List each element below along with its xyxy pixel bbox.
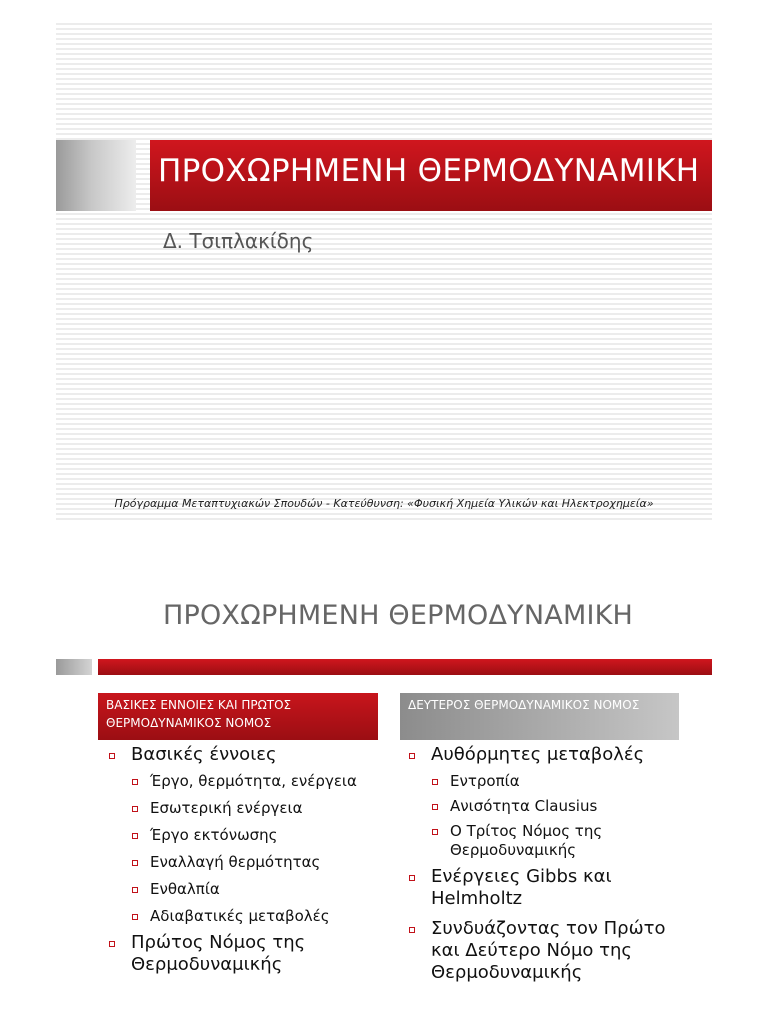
sub-bullet-text: Ο Τρίτος Νόμος της Θερμοδυναμικής	[450, 822, 603, 859]
slide-heading: ΠΡΟΧΩΡΗΜΕΝΗ ΘΕΡΜΟΔΥΝΑΜΙΚΗ	[162, 600, 634, 631]
program-caption: Πρόγραμμα Μεταπτυχιακών Σπουδών - Κατεύθυνση: «Φυσική Χημεία Υλικών και Ηλεκτροχημεία»	[114, 497, 654, 510]
right-column-header: ΔΕΥΤΕΡΟΣ ΘΕΡΜΟΔΥΝΑΜΙΚΟΣ ΝΟΜΟΣ	[400, 693, 679, 740]
sub-list-item	[129, 907, 396, 926]
sub-bullet-text: Εσωτερική ενέργεια	[150, 799, 303, 817]
list-item	[406, 744, 696, 860]
bullet-text: Πρώτος Νόμος της Θερμοδυναμικής	[131, 932, 306, 975]
striped-background	[56, 20, 712, 520]
list-item	[106, 932, 331, 976]
bullet-text: Αυθόρμητες μεταβολές	[431, 744, 645, 765]
sub-list-item	[429, 772, 696, 791]
sub-bullet-text: Εναλλαγή θερμότητας	[150, 853, 321, 871]
bullet-text: Βασικές έννοιες	[131, 744, 277, 765]
sub-list-item	[129, 826, 396, 845]
sub-list-item	[129, 853, 396, 872]
sub-list-item	[429, 822, 640, 860]
list-item	[106, 744, 396, 926]
bullet-text: Ενέργειες Gibbs και Helmholtz	[431, 866, 612, 909]
left-column-header: ΒΑΣΙΚΕΣ ΕΝΝΟΙΕΣ ΚΑΙ ΠΡΩΤΟΣ ΘΕΡΜΟΔΥΝΑΜΙΚΟΣ ΝΟΜΟΣ	[98, 693, 378, 740]
list-item	[406, 918, 681, 984]
sub-bullet-text: Εντροπία	[450, 772, 520, 790]
sub-list-item	[429, 797, 696, 816]
sub-bullet-text: Ενθαλπία	[150, 880, 220, 898]
sub-list-item	[129, 880, 396, 899]
left-column-list	[106, 744, 396, 976]
sub-list-item	[129, 799, 396, 818]
right-column-list	[406, 744, 696, 984]
list-item	[406, 866, 641, 910]
contents-slide	[0, 560, 768, 1024]
author-name: Δ. Τσιπλακίδης	[163, 229, 314, 253]
gray-accent-bar	[56, 659, 92, 675]
sub-list-item	[129, 772, 396, 791]
sub-bullet-text: Αδιαβατικές μεταβολές	[150, 907, 330, 925]
sub-bullet-text: Ανισότητα Clausius	[450, 797, 598, 815]
red-accent-bar	[98, 659, 712, 675]
sub-bullet-text: Έργο εκτόνωσης	[150, 826, 278, 844]
sub-bullet-text: Έργο, θερμότητα, ενέργεια	[150, 772, 357, 790]
gray-accent-block	[56, 140, 136, 211]
bullet-text: Συνδυάζοντας τον Πρώτο και Δεύτερο Νόμο της Θερμοδυναμικής	[431, 918, 666, 983]
slide-title: ΠΡΟΧΩΡΗΜΕΝΗ ΘΕΡΜΟΔΥΝΑΜΙΚΗ	[158, 153, 700, 189]
